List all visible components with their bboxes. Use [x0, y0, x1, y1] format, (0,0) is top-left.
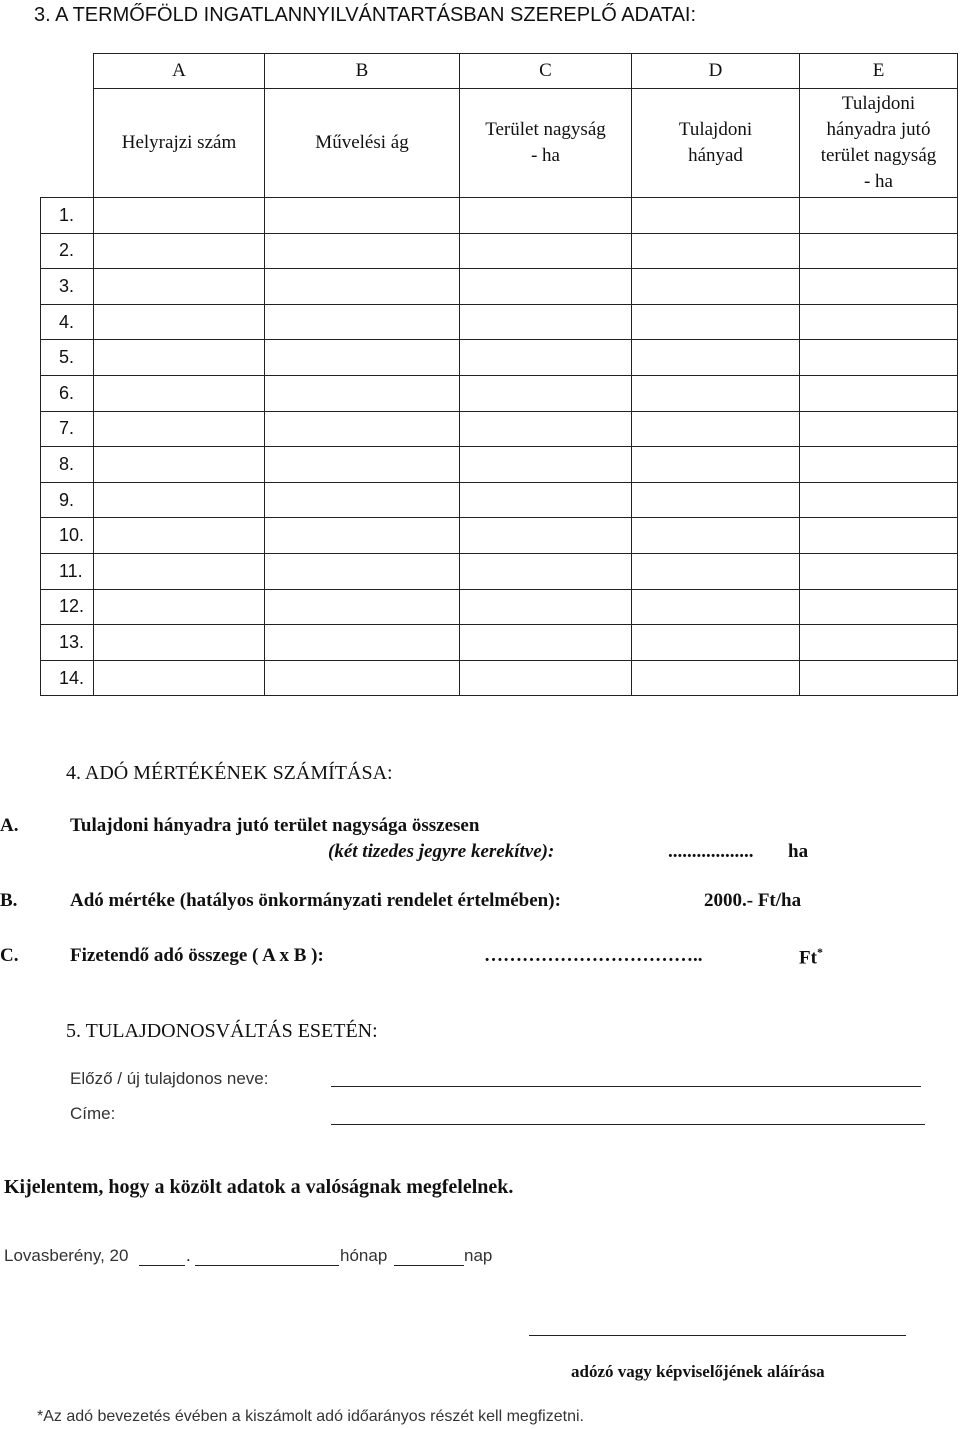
share-area-cell[interactable]: [800, 198, 958, 234]
signature-label: adózó vagy képviselőjének aláírása: [571, 1362, 825, 1381]
area-size-cell[interactable]: [460, 660, 632, 696]
share-area-cell[interactable]: [800, 660, 958, 696]
table-row: [41, 269, 958, 305]
row-number: 7.: [41, 411, 94, 447]
header-share-area: Tulajdoni hányadra jutó terület nagyság - ha: [800, 89, 958, 198]
row-number: 5.: [41, 340, 94, 376]
cultivation-branch-cell[interactable]: [265, 447, 460, 483]
parcel-number-cell[interactable]: [94, 482, 265, 518]
table-row: [41, 233, 958, 269]
parcel-number-cell[interactable]: [94, 340, 265, 376]
header-ownership-share: Tulajdoni hányad: [632, 89, 800, 198]
row-number: 9.: [41, 482, 94, 518]
row-number: 14.: [41, 660, 94, 696]
row-number: 10.: [41, 518, 94, 554]
column-letter-d: D: [632, 54, 800, 89]
row-number: 11.: [41, 553, 94, 589]
ownership-share-cell[interactable]: [632, 447, 800, 483]
share-area-cell[interactable]: [800, 447, 958, 483]
ownership-share-cell[interactable]: [632, 304, 800, 340]
section-3-title: [34, 4, 696, 27]
parcel-number-cell[interactable]: [94, 518, 265, 554]
previous-owner-line[interactable]: [331, 1086, 921, 1087]
area-size-cell[interactable]: [460, 375, 632, 411]
section-5-title: 5. TULAJDONOSVÁLTÁS ESETÉN:: [66, 1020, 378, 1042]
cultivation-branch-cell[interactable]: [265, 233, 460, 269]
item-b-letter: B.: [0, 890, 18, 911]
item-a-unit: ha: [788, 841, 809, 862]
ownership-share-cell[interactable]: [632, 198, 800, 234]
column-letter-b: B: [265, 54, 460, 89]
date-year-line[interactable]: [139, 1265, 185, 1266]
row-number: 2.: [41, 233, 94, 269]
column-letter-c: C: [460, 54, 632, 89]
ownership-share-cell[interactable]: [632, 233, 800, 269]
item-a-note: (két tizedes jegyre kerekítve):: [328, 841, 555, 862]
share-area-cell[interactable]: [800, 482, 958, 518]
column-letter-a: A: [94, 54, 265, 89]
column-letter-row: [41, 54, 958, 89]
section-4-title: 4. ADÓ MÉRTÉKÉNEK SZÁMÍTÁSA:: [66, 762, 393, 784]
parcel-number-cell[interactable]: [94, 625, 265, 661]
share-area-cell[interactable]: [800, 518, 958, 554]
row-number: 8.: [41, 447, 94, 483]
date-month-label: hónap: [340, 1246, 388, 1265]
ownership-share-cell[interactable]: [632, 375, 800, 411]
cultivation-branch-cell[interactable]: [265, 625, 460, 661]
parcel-number-cell[interactable]: [94, 411, 265, 447]
column-letter-e: E: [800, 54, 958, 89]
header-parcel-number: Helyrajzi szám: [94, 89, 265, 198]
row-number: 3.: [41, 269, 94, 305]
table-row: [41, 553, 958, 589]
share-area-cell[interactable]: [800, 269, 958, 305]
share-area-cell[interactable]: [800, 375, 958, 411]
cultivation-branch-cell[interactable]: [265, 553, 460, 589]
cultivation-branch-cell[interactable]: [265, 304, 460, 340]
cultivation-branch-cell[interactable]: [265, 518, 460, 554]
share-area-cell[interactable]: [800, 304, 958, 340]
item-c-footnote-mark: *: [816, 945, 823, 959]
table-row: [41, 304, 958, 340]
date-day-label: nap: [464, 1246, 493, 1265]
row-number: 4.: [41, 304, 94, 340]
ownership-share-cell[interactable]: [632, 269, 800, 305]
share-area-cell[interactable]: [800, 589, 958, 625]
parcel-number-cell[interactable]: [94, 553, 265, 589]
area-size-cell[interactable]: [460, 589, 632, 625]
item-b-value: 2000.- Ft/ha: [704, 890, 802, 911]
item-a-text: Tulajdoni hányadra jutó terület nagysága összesen: [70, 815, 480, 836]
table-row: [41, 375, 958, 411]
share-area-cell[interactable]: [800, 411, 958, 447]
area-size-cell[interactable]: [460, 482, 632, 518]
date-month-line[interactable]: [195, 1265, 339, 1266]
cultivation-branch-cell[interactable]: [265, 269, 460, 305]
share-area-cell[interactable]: [800, 625, 958, 661]
header-cultivation-branch: Művelési ág: [265, 89, 460, 198]
table-row: [41, 589, 958, 625]
share-area-cell[interactable]: [800, 553, 958, 589]
ownership-share-cell[interactable]: [632, 589, 800, 625]
parcel-number-cell[interactable]: [94, 304, 265, 340]
table-row: [41, 198, 958, 234]
area-size-cell[interactable]: [460, 340, 632, 376]
area-size-cell[interactable]: [460, 233, 632, 269]
previous-owner-label: Előző / új tulajdonos neve:: [70, 1069, 269, 1088]
date-day-line[interactable]: [394, 1265, 464, 1266]
parcel-number-cell[interactable]: [94, 198, 265, 234]
item-c-unit: [799, 945, 823, 969]
item-c-text: Fizetendő adó összege ( A x B ):: [70, 945, 324, 966]
corner-cell: [41, 54, 94, 89]
item-c-unit-text: Ft: [799, 947, 817, 969]
address-label: Címe:: [70, 1104, 116, 1123]
share-area-cell[interactable]: [800, 233, 958, 269]
cultivation-branch-cell[interactable]: [265, 589, 460, 625]
header-area-size: Terület nagyság - ha: [460, 89, 632, 198]
cultivation-branch-cell[interactable]: [265, 660, 460, 696]
row-number: 1.: [41, 198, 94, 234]
signature-line[interactable]: [529, 1335, 906, 1336]
table-row: [41, 340, 958, 376]
table-row: [41, 625, 958, 661]
cultivation-branch-cell[interactable]: [265, 482, 460, 518]
table-row: [41, 518, 958, 554]
row-number: 12.: [41, 589, 94, 625]
area-size-cell[interactable]: [460, 625, 632, 661]
cultivation-branch-cell[interactable]: [265, 411, 460, 447]
parcel-number-cell[interactable]: [94, 269, 265, 305]
cultivation-branch-cell[interactable]: [265, 198, 460, 234]
ownership-share-cell[interactable]: [632, 660, 800, 696]
parcel-number-cell[interactable]: [94, 233, 265, 269]
parcel-number-cell[interactable]: [94, 375, 265, 411]
item-c-dots[interactable]: ……………………………..: [484, 945, 703, 966]
date-place: Lovasberény, 20: [4, 1246, 129, 1265]
table-row: [41, 482, 958, 518]
item-a-dots[interactable]: ..................: [668, 841, 754, 862]
area-size-cell[interactable]: [460, 447, 632, 483]
parcel-number-cell[interactable]: [94, 589, 265, 625]
land-data-table: [40, 53, 958, 696]
ownership-share-cell[interactable]: [632, 411, 800, 447]
footnote: *Az adó bevezetés évében a kiszámolt adó időarányos részét kell megfizetni.: [37, 1408, 584, 1425]
ownership-share-cell[interactable]: [632, 625, 800, 661]
ownership-share-cell[interactable]: [632, 553, 800, 589]
column-header-row: [41, 89, 958, 198]
parcel-number-cell[interactable]: [94, 447, 265, 483]
table-row: [41, 411, 958, 447]
corner-cell-2: [41, 89, 94, 198]
declaration-text: Kijelentem, hogy a közölt adatok a valóságnak megfelelnek.: [4, 1176, 514, 1198]
table-row: [41, 447, 958, 483]
row-number: 6.: [41, 375, 94, 411]
area-size-cell[interactable]: [460, 198, 632, 234]
item-a-letter: A.: [0, 815, 19, 836]
section-3-number: 3.: [34, 4, 51, 26]
area-size-cell[interactable]: [460, 553, 632, 589]
cultivation-branch-cell[interactable]: [265, 340, 460, 376]
share-area-cell[interactable]: [800, 340, 958, 376]
ownership-share-cell[interactable]: [632, 340, 800, 376]
area-size-cell[interactable]: [460, 411, 632, 447]
parcel-number-cell[interactable]: [94, 660, 265, 696]
area-size-cell[interactable]: [460, 269, 632, 305]
ownership-share-cell[interactable]: [632, 482, 800, 518]
area-size-cell[interactable]: [460, 518, 632, 554]
item-c-letter: C.: [0, 945, 19, 966]
cultivation-branch-cell[interactable]: [265, 375, 460, 411]
ownership-share-cell[interactable]: [632, 518, 800, 554]
area-size-cell[interactable]: [460, 304, 632, 340]
section-3-heading: A TERMŐFÖLD INGATLANNYILVÁNTARTÁSBAN SZEREPLŐ ADATAI:: [55, 4, 697, 26]
row-number: 13.: [41, 625, 94, 661]
table-row: [41, 660, 958, 696]
item-b-text: Adó mértéke (hatályos önkormányzati rendelet értelmében):: [70, 890, 561, 911]
address-line[interactable]: [331, 1124, 925, 1125]
date-dot: .: [186, 1246, 191, 1265]
